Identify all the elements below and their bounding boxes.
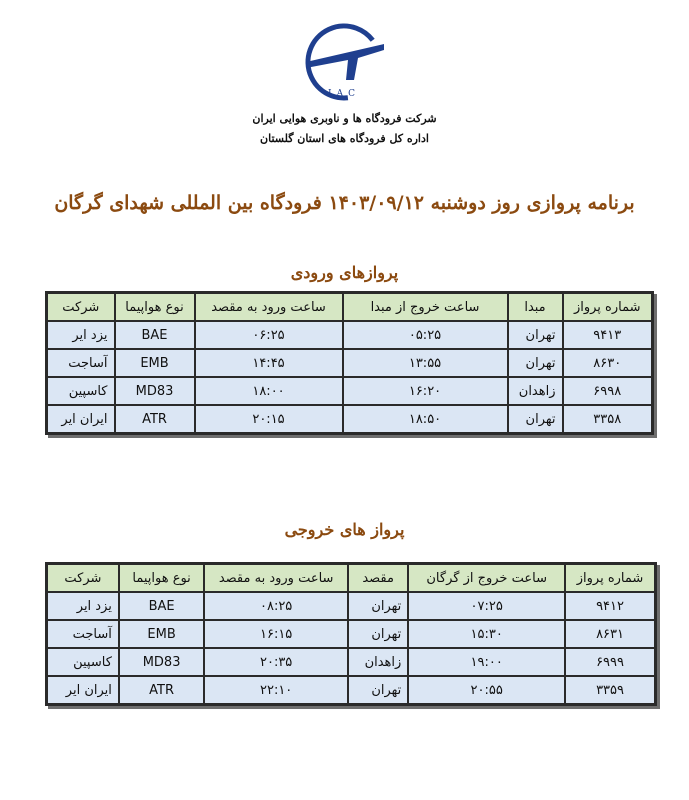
aircraft-type: MD83 (119, 648, 204, 676)
arrival-time: ۲۰:۱۵ (195, 405, 343, 434)
flight-number: ۳۳۵۹ (565, 676, 655, 705)
airline: کاسپین (47, 648, 119, 676)
dep-col-airline: شرکت (47, 564, 119, 593)
table-row (47, 349, 653, 377)
arrival-time: ۱۴:۴۵ (195, 349, 343, 377)
origin: تهران (508, 321, 563, 349)
table-row (47, 321, 653, 349)
arr-col-flight-no: شماره پرواز (563, 293, 653, 322)
dep-col-flight-no: شماره پرواز (565, 564, 655, 593)
arrival-time: ۲۰:۳۵ (204, 648, 348, 676)
departure-time: ۰۵:۲۵ (343, 321, 508, 349)
page-title: برنامه پروازی روز دوشنبه ۱۴۰۳/۰۹/۱۲ فرودگاه بین المللی شهدای گرگان (54, 192, 635, 214)
airline: کاسپین (47, 377, 115, 405)
arrival-time: ۱۸:۰۰ (195, 377, 343, 405)
dep-col-arrival-time: ساعت ورود به مقصد (204, 564, 348, 593)
departures-title: پرواز های خروجی (284, 520, 405, 539)
arr-col-origin: مبدا (508, 293, 563, 322)
departure-time: ۱۳:۵۵ (343, 349, 508, 377)
iac-logo (298, 22, 390, 102)
arrival-time: ۲۲:۱۰ (204, 676, 348, 705)
departure-time: ۱۵:۳۰ (408, 620, 565, 648)
flight-number: ۹۴۱۲ (565, 592, 655, 620)
flight-number: ۹۴۱۳ (563, 321, 653, 349)
destination: تهران (348, 676, 408, 705)
airline: ایران ایر (47, 676, 119, 705)
aircraft-type: BAE (119, 592, 204, 620)
airline: ایران ایر (47, 405, 115, 434)
table-row (47, 676, 656, 705)
airline: یزد ایر (47, 592, 119, 620)
logo-text: IAC (328, 89, 360, 99)
flight-number: ۳۳۵۸ (563, 405, 653, 434)
dep-col-departure-time: ساعت خروج از گرگان (408, 564, 565, 593)
destination: تهران (348, 620, 408, 648)
destination: تهران (348, 592, 408, 620)
flight-number: ۶۹۹۸ (563, 377, 653, 405)
dep-col-aircraft: نوع هواپیما (119, 564, 204, 593)
destination: زاهدان (348, 648, 408, 676)
table-row (47, 592, 656, 620)
airline: آساجت (47, 349, 115, 377)
org-line-1: شرکت فرودگاه ها و ناوبری هوایی ایران (252, 112, 437, 125)
origin: تهران (508, 349, 563, 377)
arrival-time: ۰۶:۲۵ (195, 321, 343, 349)
airline: آساجت (47, 620, 119, 648)
aircraft-type: EMB (119, 620, 204, 648)
table-row (47, 648, 656, 676)
flight-number: ۶۹۹۹ (565, 648, 655, 676)
arr-col-arrival-time: ساعت ورود به مقصد (195, 293, 343, 322)
aircraft-type: BAE (115, 321, 195, 349)
table-row (47, 620, 656, 648)
airline: یزد ایر (47, 321, 115, 349)
arrival-time: ۰۸:۲۵ (204, 592, 348, 620)
aircraft-type: ATR (119, 676, 204, 705)
arrivals-title: پروازهای ورودی (290, 263, 399, 282)
departures-table (45, 562, 657, 706)
flight-number: ۸۶۳۰ (563, 349, 653, 377)
origin: تهران (508, 405, 563, 434)
origin: زاهدان (508, 377, 563, 405)
arr-col-departure-time: ساعت خروج از مبدا (343, 293, 508, 322)
table-row (47, 405, 653, 434)
departure-time: ۱۸:۵۰ (343, 405, 508, 434)
departure-time: ۲۰:۵۵ (408, 676, 565, 705)
dep-col-destination: مقصد (348, 564, 408, 593)
arr-col-aircraft: نوع هواپیما (115, 293, 195, 322)
flight-number: ۸۶۳۱ (565, 620, 655, 648)
aircraft-type: EMB (115, 349, 195, 377)
arrivals-table (45, 291, 654, 435)
aircraft-type: MD83 (115, 377, 195, 405)
departure-time: ۰۷:۲۵ (408, 592, 565, 620)
arrivals-header-row (47, 293, 653, 322)
table-row (47, 377, 653, 405)
org-line-2: اداره کل فرودگاه های استان گلستان (260, 132, 429, 145)
departures-header-row (47, 564, 656, 593)
departure-time: ۱۹:۰۰ (408, 648, 565, 676)
aircraft-type: ATR (115, 405, 195, 434)
arrival-time: ۱۶:۱۵ (204, 620, 348, 648)
departure-time: ۱۶:۲۰ (343, 377, 508, 405)
arr-col-airline: شرکت (47, 293, 115, 322)
